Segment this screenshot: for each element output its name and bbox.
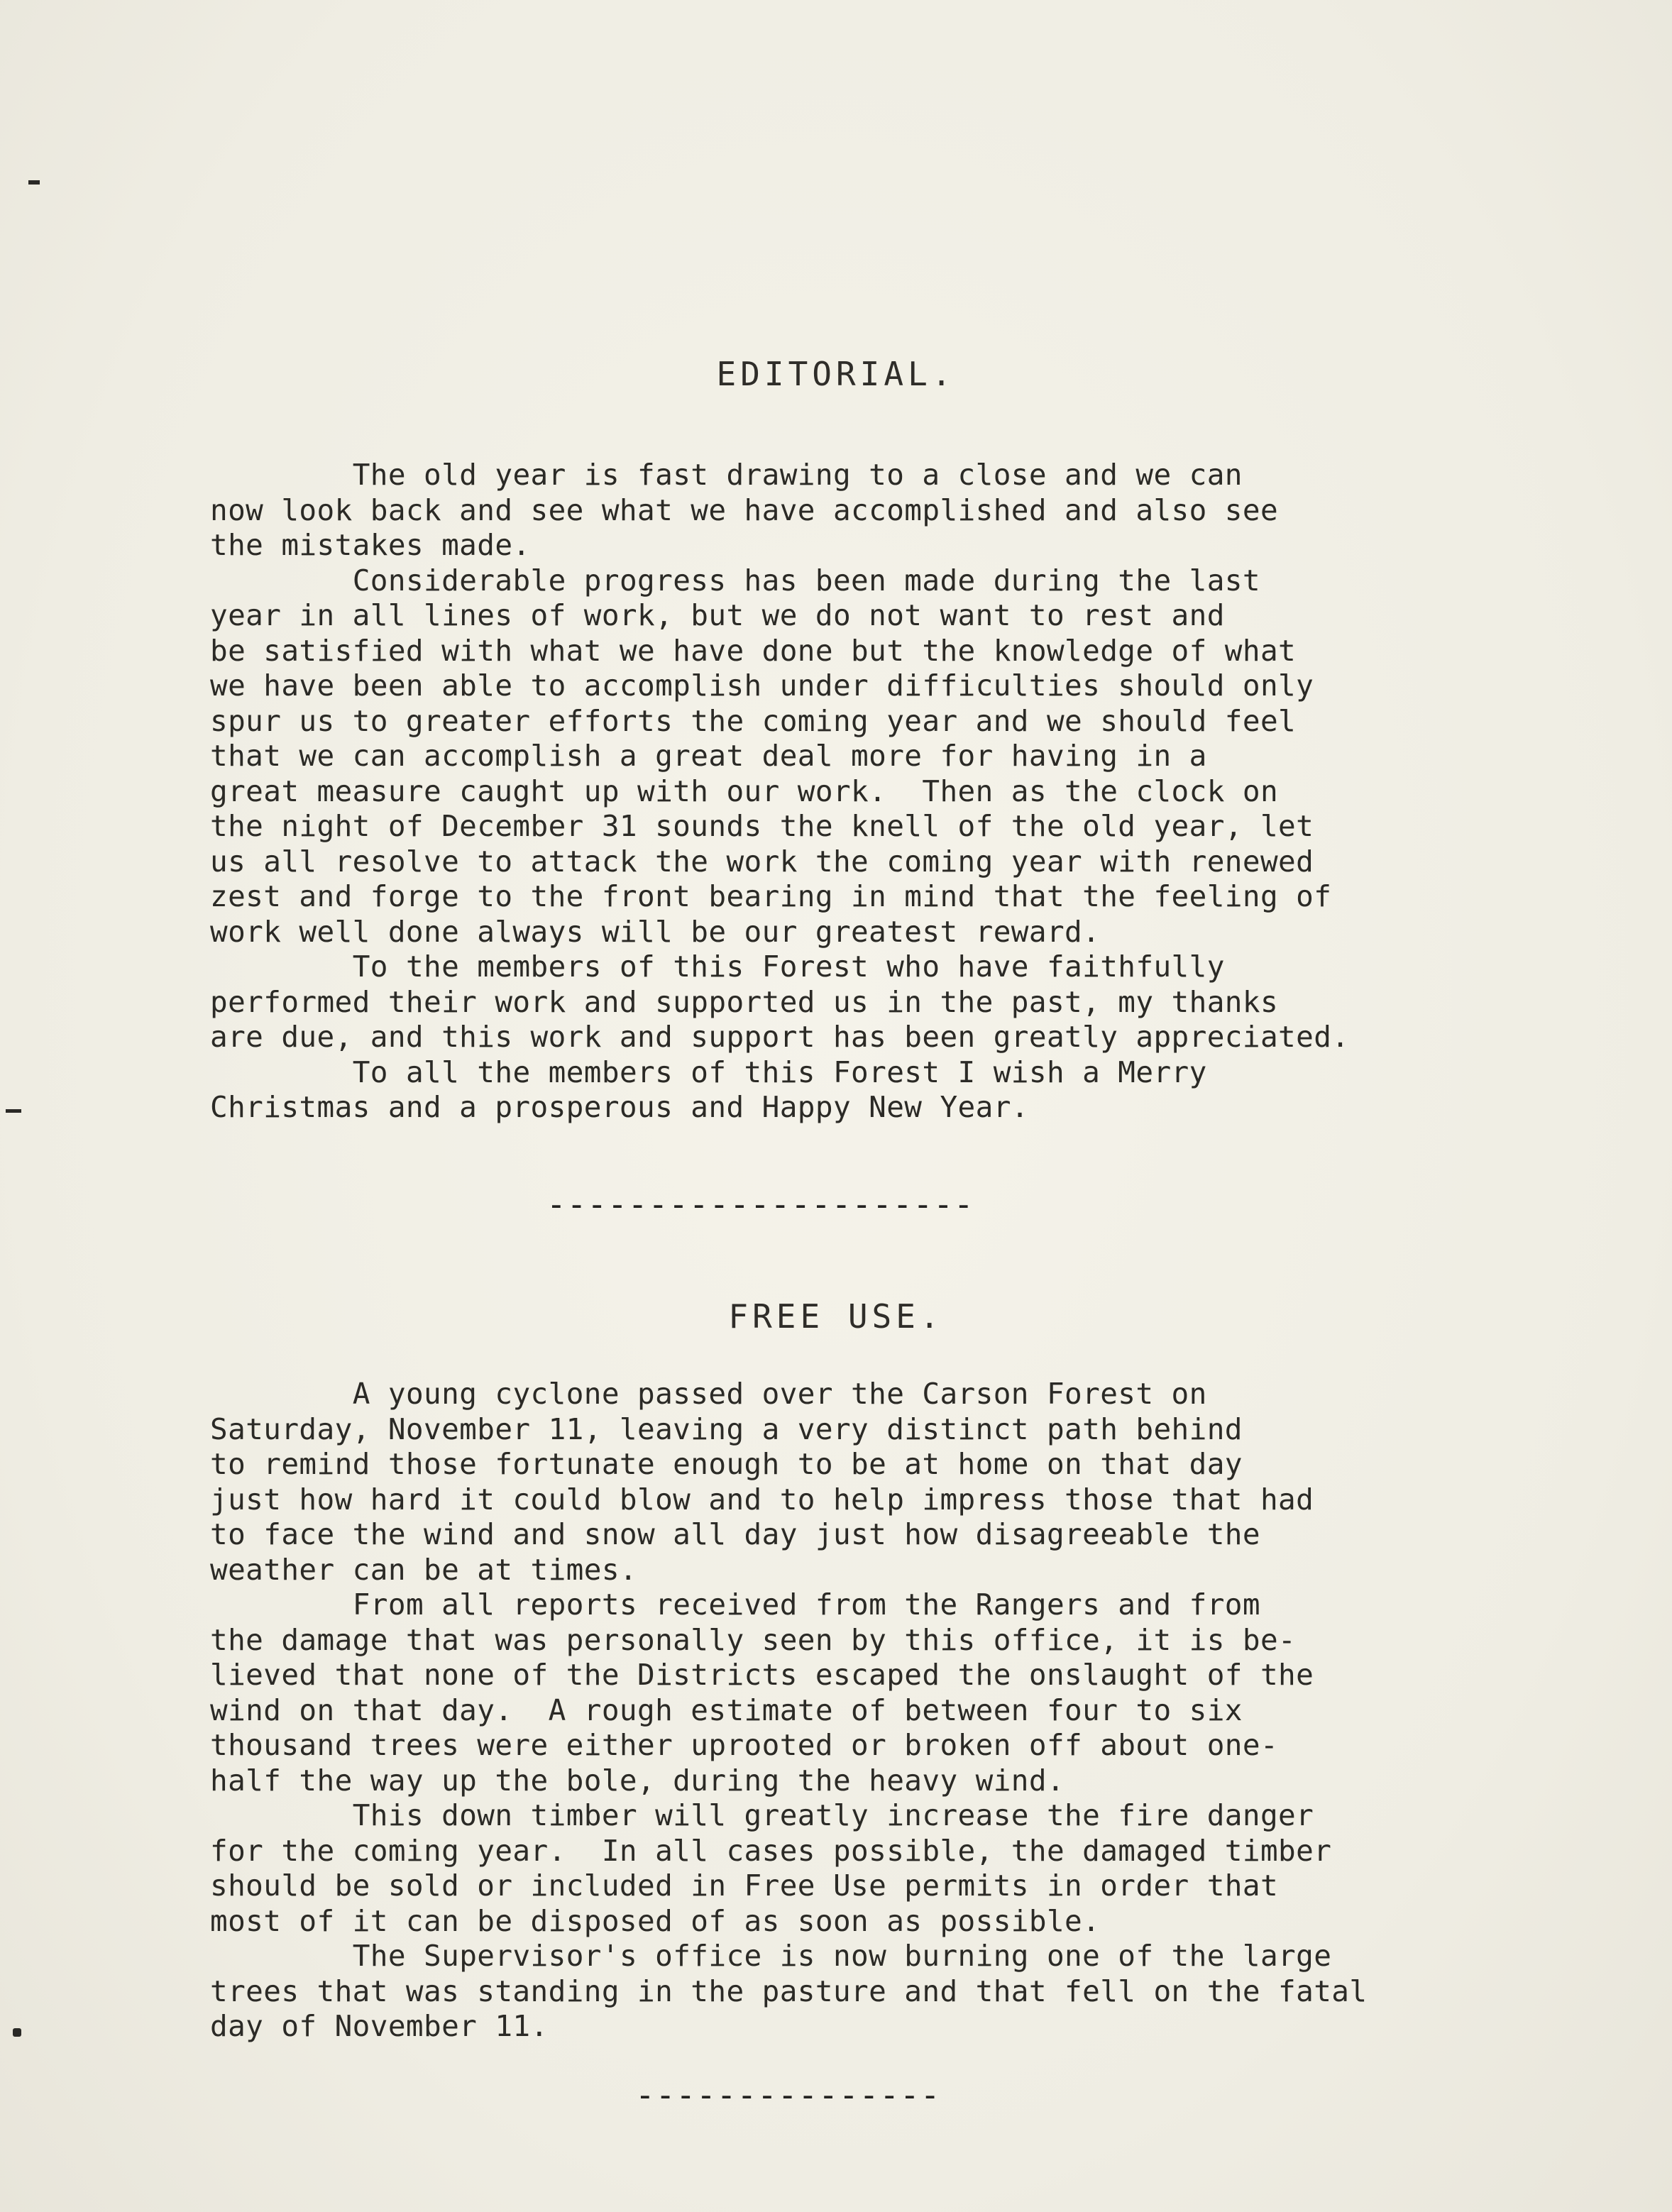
editorial-paragraph: Considerable progress has been made during the last year in all lines of work, but we do not want to rest and be satisfied with what we have done but the knowledge of what we have been able to accomplish under difficulties should only spur us to greater efforts the coming year and we should feel that we can accomplish a great deal more for having in a great measure caught up with our work. Then as the clock on the night of December 31 sounds the knell of the old year, let us all resolve to attack the work the coming year with renewed zest and forge to the front bearing in mind that the feeling of work well done always will be our greatest reward. — [210, 563, 1332, 949]
editorial-paragraph: To the members of this Forest who have faithfully performed their work and supported us in the past, my thanks are due, and this work and support has been greatly appreciated. — [210, 950, 1350, 1054]
section-divider: --------------------- — [546, 1185, 974, 1223]
free-use-paragraph: A young cyclone passed over the Carson Forest on Saturday, November 11, leaving a very distinct path behind to remind those fortunate enough to be at home on that day just how hard it could blow and to help impress those that had to face the wind and snow all day just how disagreeable the weather can be at times. — [210, 1377, 1314, 1587]
free-use-body — [210, 1377, 1601, 2045]
editorial-paragraph: To all the members of this Forest I wish a Merry Christmas and a prosperous and Happy New Year. — [210, 1055, 1207, 1124]
section-divider: --------------- — [635, 2076, 941, 2114]
free-use-paragraph: This down timber will greatly increase the fire danger for the coming year. In all cases possible, the damaged timber should be sold or included in Free Use permits in order that most of it can be disposed of as soon as possible. — [210, 1798, 1332, 1938]
editorial-body — [210, 458, 1601, 1126]
free-use-title: FREE USE. — [728, 1297, 944, 1336]
editorial-paragraph: The old year is fast drawing to a close and we can now look back and see what we have accomplished and also see the mistakes made. — [210, 458, 1279, 562]
margin-mark — [13, 2028, 21, 2037]
margin-mark — [6, 1109, 21, 1113]
margin-mark — [28, 180, 40, 185]
editorial-title: EDITORIAL. — [716, 355, 956, 393]
free-use-paragraph: The Supervisor's office is now burning one of the large trees that was standing in the pasture and that fell on the fatal day of November 11. — [210, 1939, 1368, 2043]
free-use-paragraph: From all reports received from the Rangers and from the damage that was personally seen by this office, it is be- lieved that none of the Districts escaped the onslaught of the wind on that day. A rough estimate of between four to six thousand trees were either uprooted or broken off about one- half the way up the bole, during the heavy wind. — [210, 1588, 1314, 1798]
